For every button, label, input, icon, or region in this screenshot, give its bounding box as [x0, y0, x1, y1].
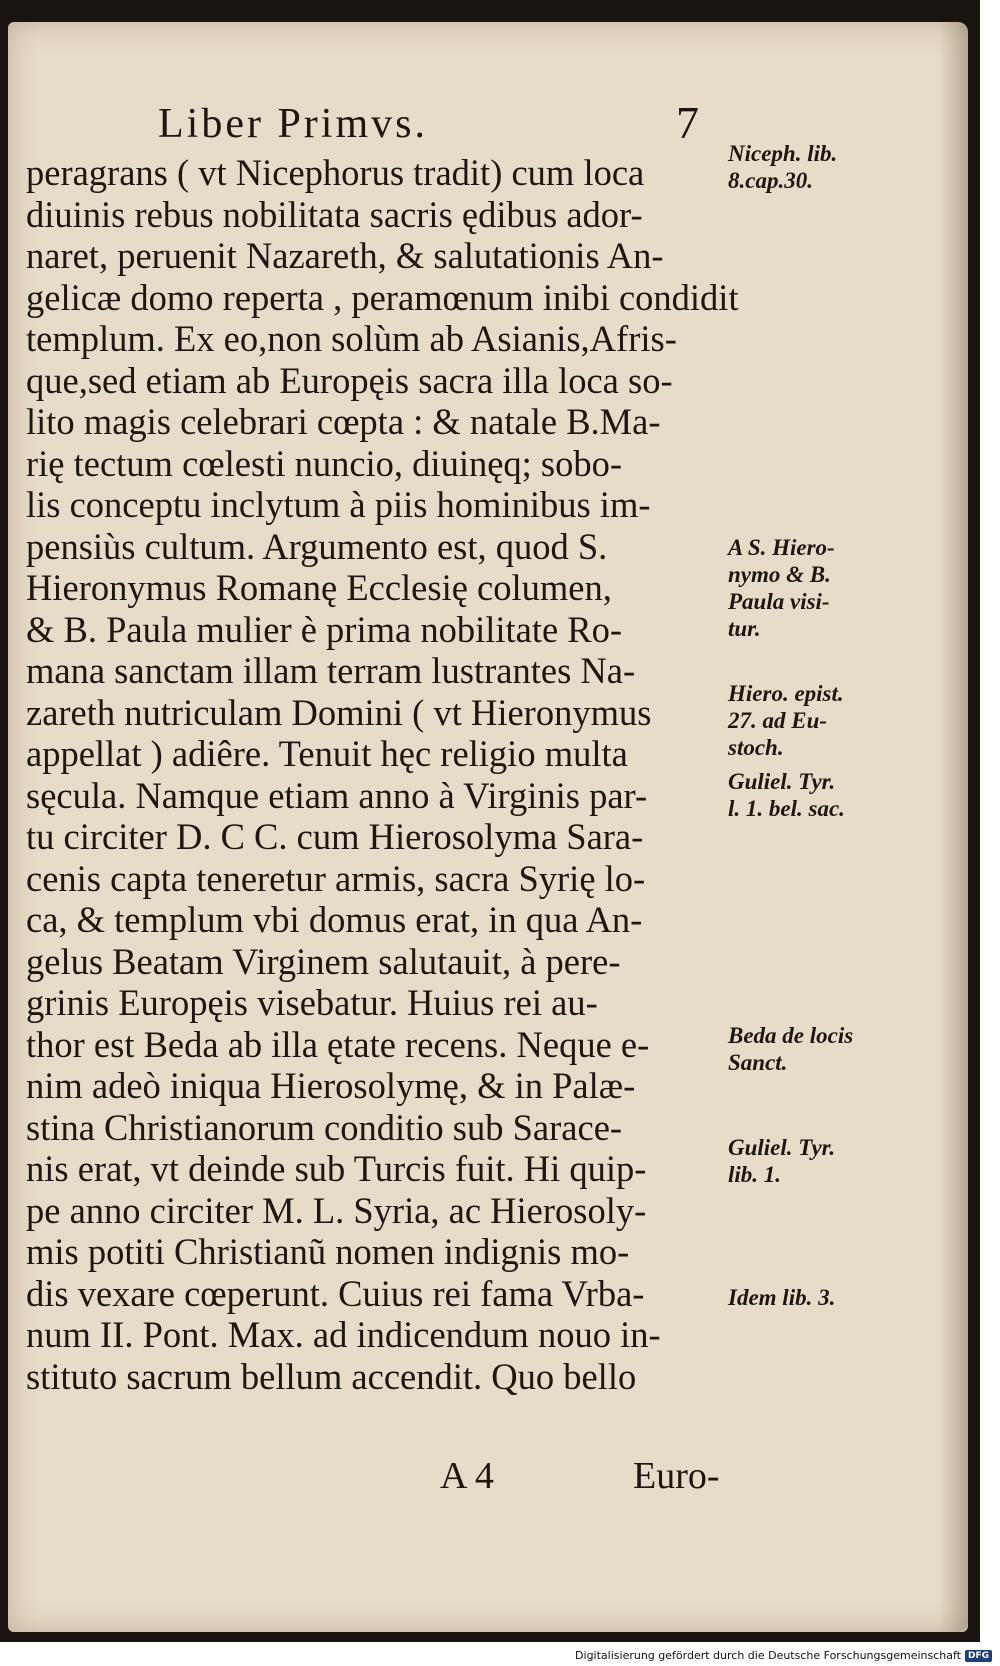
marginal-note [728, 680, 903, 761]
marginal-note-line: A S. Hiero- [728, 535, 835, 560]
text-line: diuinis rebus nobilitata sacris ędibus ador- [26, 193, 643, 235]
text-line: peragrans ( vt Nicephorus tradit) cum loca [26, 152, 645, 193]
digitization-credit [575, 1649, 992, 1662]
text-line: ca, & templum vbi domus erat, in qua An- [26, 899, 643, 940]
text-line: cenis capta teneretur armis, sacra Syrię lo- [26, 857, 646, 899]
text-line: templum. Ex eo,non solùm ab Asianis,Afris- [26, 318, 677, 359]
marginal-note-line: tur. [728, 616, 761, 641]
marginal-note-line: Guliel. Tyr. [728, 769, 836, 794]
marginal-note-line: lib. 1. [728, 1162, 782, 1187]
marginal-note-line: Niceph. lib. [728, 141, 838, 166]
text-line: nis erat, vt deinde sub Turcis fuit. Hi quip- [26, 1148, 647, 1189]
text-line: que,sed etiam ab Europęis sacra illa loca so- [26, 359, 673, 401]
text-line: naret, peruenit Nazareth, & salutationis An- [26, 235, 664, 276]
marginal-note-line: l. 1. bel. sac. [728, 796, 845, 821]
text-line: zareth nutriculam Domini ( vt Hieronymus [26, 691, 652, 733]
text-line: gelicæ domo reperta , peramœnum inibi condidit [26, 276, 739, 318]
book-page [8, 22, 968, 1632]
marginal-note-line: Guliel. Tyr. [728, 1135, 836, 1160]
text-line: num II. Pont. Max. ad indicendum nouo in- [26, 1314, 661, 1355]
dfg-logo: DFG [965, 1650, 992, 1662]
marginal-note-line: Sanct. [728, 1050, 788, 1075]
page-number: 7 [676, 97, 699, 148]
text-line: thor est Beda ab illa ętate recens. Neque e- [26, 1023, 650, 1065]
marginal-note-line: Hiero. epist. [728, 681, 844, 706]
running-title: Liber Primvs. [158, 101, 428, 147]
marginal-note-line: 27. ad Eu- [728, 708, 828, 733]
text-line: & B. Paula mulier è prima nobilitate Ro- [26, 608, 623, 650]
text-line: nim adeò iniqua Hierosolymę, & in Palæ- [26, 1065, 636, 1106]
text-line: sęcula. Namque etiam anno à Virginis par- [26, 774, 648, 816]
marginal-note-line: Idem lib. 3. [728, 1285, 836, 1310]
text-line: mana sanctam illam terram lustrantes Na- [26, 650, 636, 691]
text-line: rię tectum cœlesti nuncio, diuinęq; sobo- [26, 442, 623, 484]
credit-text: Digitalisierung gefördert durch die Deutsche Forschungsgemeinschaft [575, 1649, 961, 1662]
text-line: appellat ) adiêre. Tenuit hęc religio multa [26, 733, 628, 774]
marginal-note-line: 8.cap.30. [728, 168, 813, 193]
text-line: pensiùs cultum. Argumento est, quod S. [26, 525, 608, 567]
marginal-note-line: stoch. [728, 735, 784, 760]
marginal-note-line: Beda de locis [728, 1023, 854, 1048]
marginal-note [728, 1022, 903, 1076]
text-line: gelus Beatam Virginem salutauit, à pere- [26, 940, 621, 982]
marginal-note [728, 534, 903, 642]
marginal-note [728, 1284, 903, 1311]
marginal-note-line: Paula visi- [728, 589, 830, 614]
catchword: Euro- [633, 1455, 720, 1497]
marginal-note-line: nymo & B. [728, 562, 831, 587]
text-line: Hieronymus Romanę Ecclesię columen, [26, 567, 612, 608]
text-line: pe anno circiter M. L. Syria, ac Hierosoly- [26, 1189, 647, 1231]
main-text-block [26, 152, 739, 1397]
text-line: grinis Europęis visebatur. Huius rei au- [26, 982, 598, 1023]
text-line: lito magis celebrari cœpta : & natale B.Ma- [26, 401, 661, 442]
marginal-note [728, 140, 903, 194]
text-line: tu circiter D. C C. cum Hierosolyma Sara- [26, 816, 644, 857]
text-line: dis vexare cœperunt. Cuius rei fama Vrba- [26, 1272, 645, 1314]
marginal-note [728, 1134, 903, 1188]
marginal-note [728, 768, 903, 822]
text-line: lis conceptu inclytum à piis hominibus im- [26, 484, 651, 525]
text-line: stituto sacrum bellum accendit. Quo bello [26, 1355, 637, 1397]
text-line: stina Christianorum conditio sub Sarace- [26, 1106, 623, 1148]
text-line: mis potiti Christianũ nomen indignis mo- [26, 1231, 630, 1272]
signature-mark: A 4 [440, 1455, 494, 1497]
